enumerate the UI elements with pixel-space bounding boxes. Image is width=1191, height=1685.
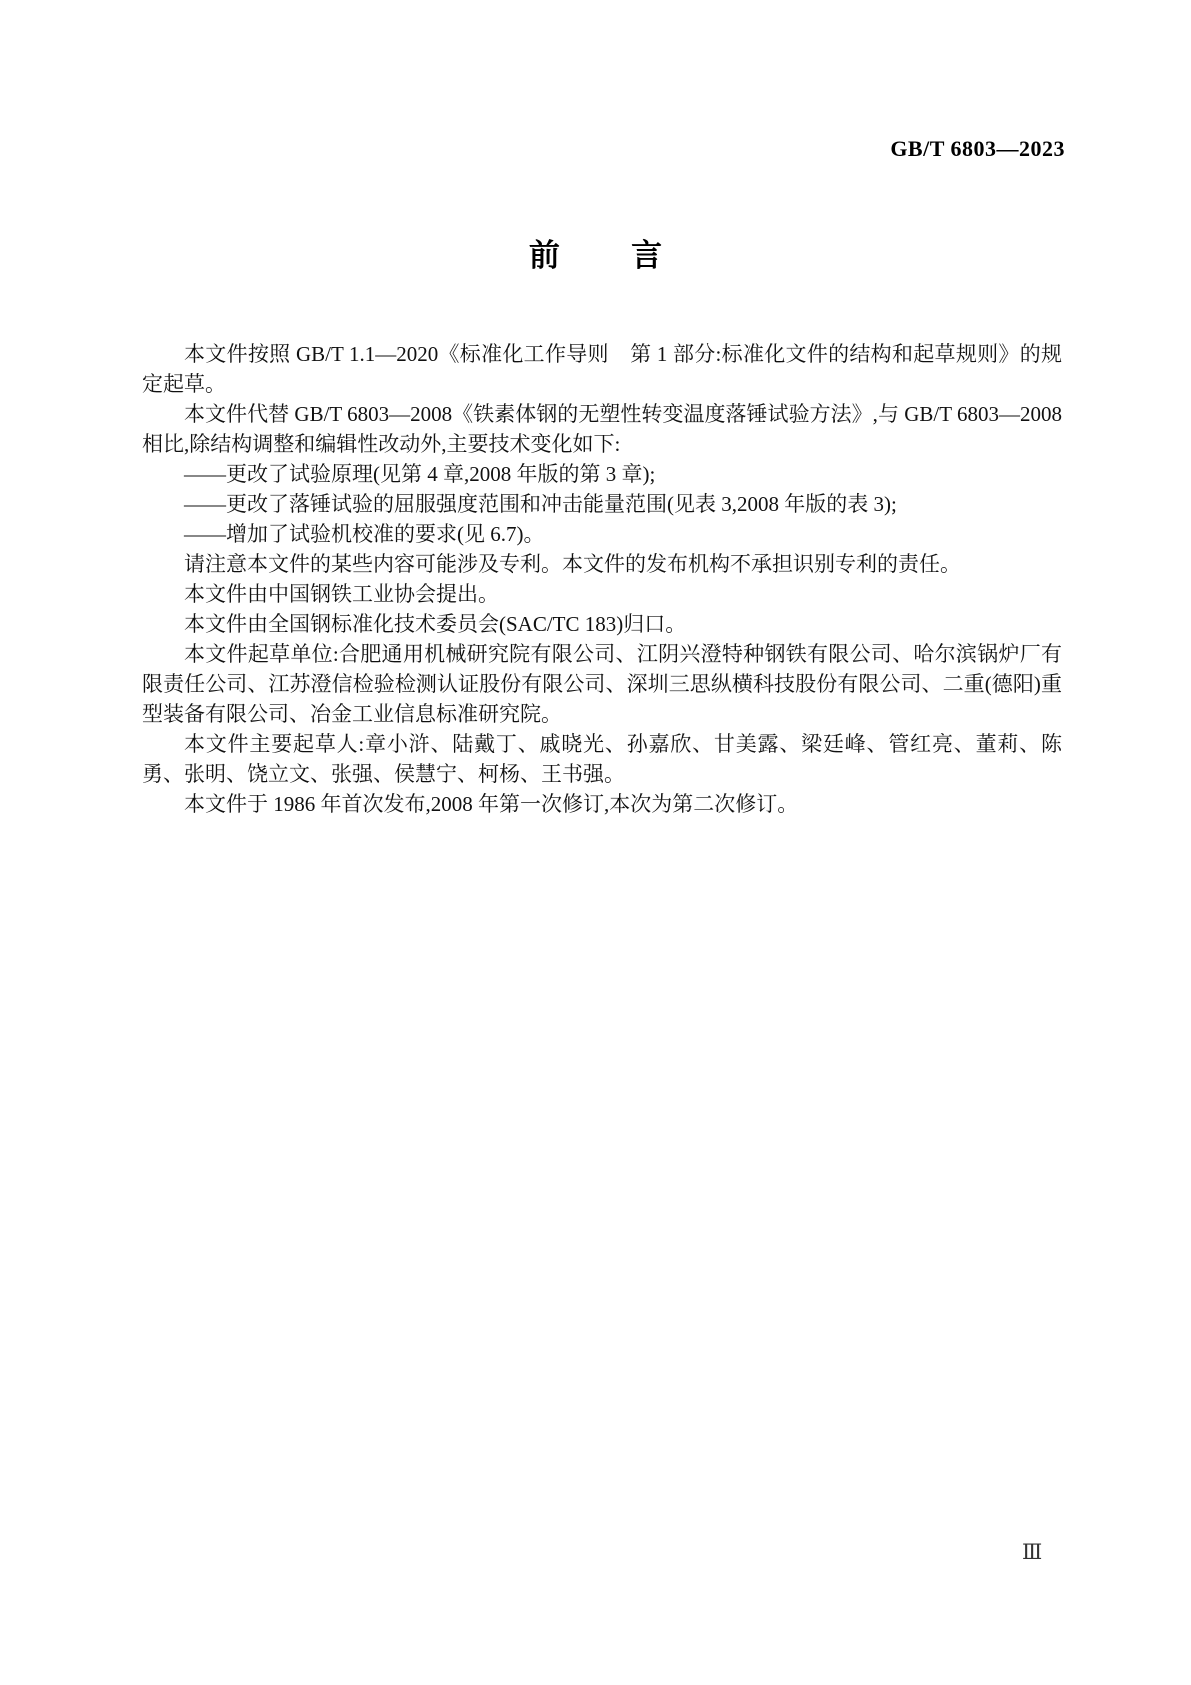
foreword-paragraph: 本文件由中国钢铁工业协会提出。 [184, 582, 499, 606]
foreword-paragraph: 本文件代替 GB/T 6803—2008《铁素体钢的无塑性转变温度落锤试验方法》,与 GB/T 6803—2008 相比,除结构调整和编辑性改动外,主要技术变化如下: [142, 402, 1062, 456]
foreword-paragraph: 本文件于 1986 年首次发布,2008 年第一次修订,本次为第二次修订。 [184, 792, 799, 816]
page-number: Ⅲ [1022, 1540, 1043, 1564]
foreword-paragraph: 本文件由全国钢标准化技术委员会(SAC/TC 183)归口。 [184, 612, 687, 636]
foreword-change-item: ——更改了试验原理(见第 4 章,2008 年版的第 3 章); [184, 462, 656, 486]
foreword-change-item: ——增加了试验机校准的要求(见 6.7)。 [184, 522, 545, 546]
page-title: 前言 [528, 238, 734, 274]
foreword-paragraph: 本文件起草单位:合肥通用机械研究院有限公司、江阴兴澄特种钢铁有限公司、哈尔滨锅炉厂有限责任公司、江苏澄信检验检测认证股份有限公司、深圳三思纵横科技股份有限公司、二重(德阳)重型装备有限公司、冶金工业信息标准研究院。 [142, 642, 1062, 726]
foreword-change-item: ——更改了落锤试验的屈服强度范围和冲击能量范围(见表 3,2008 年版的表 3); [184, 492, 897, 516]
foreword-paragraph: 本文件按照 GB/T 1.1—2020《标准化工作导则 第 1 部分:标准化文件的结构和起草规则》的规定起草。 [142, 342, 1062, 396]
foreword-paragraph: 本文件主要起草人:章小浒、陆戴丁、戚晓光、孙嘉欣、甘美露、梁廷峰、管红亮、董莉、陈勇、张明、饶立文、张强、侯慧宁、柯杨、王书强。 [142, 732, 1062, 786]
standard-doc-number: GB/T 6803—2023 [890, 136, 1065, 161]
foreword-paragraph: 请注意本文件的某些内容可能涉及专利。本文件的发布机构不承担识别专利的责任。 [184, 552, 961, 576]
foreword-body [142, 339, 1062, 819]
